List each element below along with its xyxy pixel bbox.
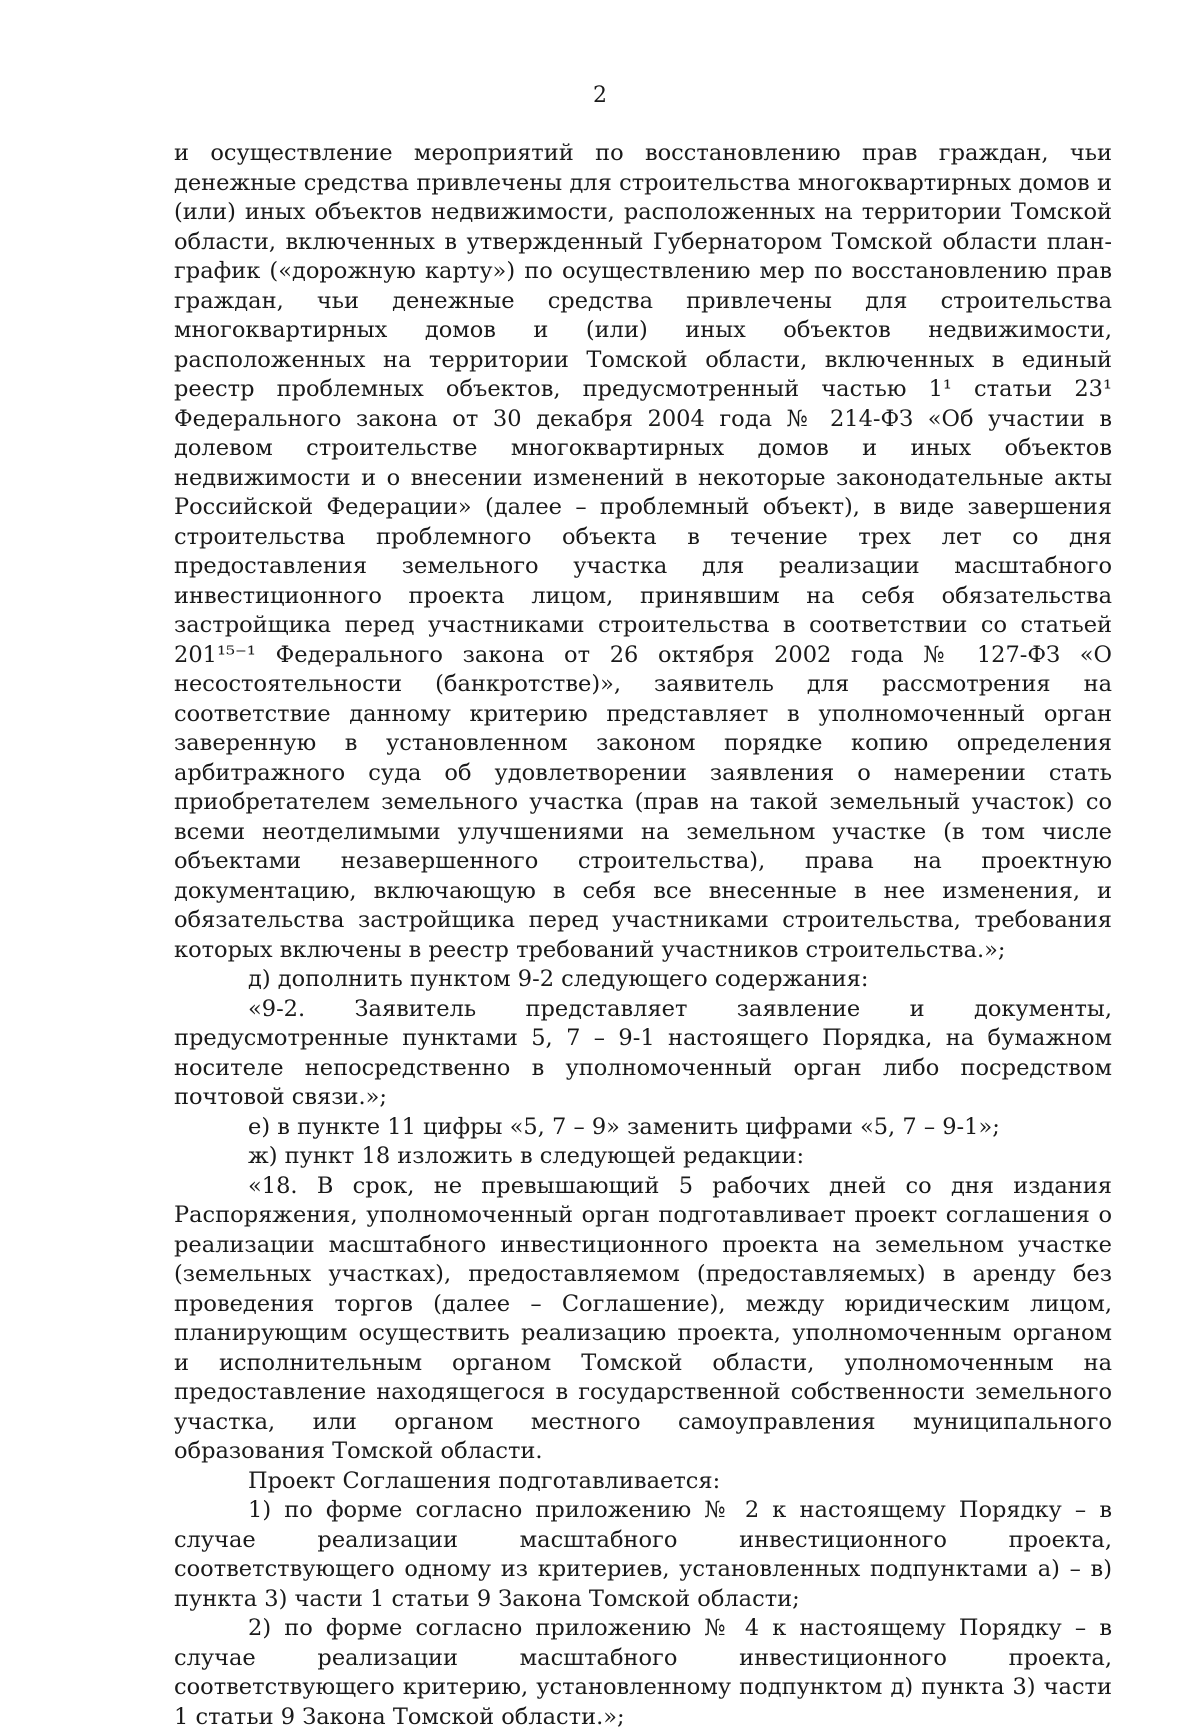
paragraph-draft-agreement: Проект Соглашения подготавливается: — [248, 1467, 721, 1494]
paragraph-clause-9-2: «9-2. Заявитель представляет заявление и документы, предусмотренные пунктами 5, 7 – 9-1 настоящего Порядка, на бумажном носителе непосредственно в уполномоченный орган либо посредством почтовой связи.»; — [174, 995, 1112, 1110]
paragraph-item-zh: ж) пункт 18 изложить в следующей редакции: — [248, 1143, 805, 1169]
paragraph-list-item-2: 2) по форме согласно приложению № 4 к настоящему Порядку – в случае реализации масштабного инвестиционного проекта, соответствующего критерию, установленному подпунктом д) пункта 3) части 1 статьи 9 Закона Томской области.»; — [174, 1615, 1112, 1730]
paragraph-item-d: д) дополнить пунктом 9-2 следующего содержания: — [248, 966, 869, 992]
paragraph-item-e: е) в пункте 11 цифры «5, 7 – 9» заменить цифрами «5, 7 – 9-1»; — [248, 1113, 1000, 1140]
paragraph-list-item-1: 1) по форме согласно приложению № 2 к настоящему Порядку – в случае реализации масштабного инвестиционного проекта, соответствующего одному из критериев, установленных подпунктами а) – в) пункта 3) части 1 статьи 9 Закона Томской области; — [174, 1497, 1112, 1612]
paragraph-continuation: и осуществление мероприятий по восстановлению прав граждан, чьи денежные средства привлечены для строительства многоквартирных домов и (или) иных объектов недвижимости, расположенных на территории Томской области, включенных в утвержденный Губернатором Томской области план-график («дорожную карту») по осуществлению мер по восстановлению прав граждан, чьи денежные средства привлечены для строительства многоквартирных домов и (или) иных объектов недвижимости, расположенных на территории Томской области, включенных в единый реестр проблемных объектов, предусмотренный частью 1¹ статьи 23¹ Федерального закона от 30 декабря 2004 года № 214-ФЗ «Об участии в долевом строительстве многоквартирных домов и иных объектов недвижимости и о внесении изменений в некоторые законодательные акты Российской Федерации» (далее – проблемный объект), в виде завершения строительства проблемного объекта в течение трех лет со дня предоставления земельного участка для реализации масштабного инвестиционного проекта лицом, принявшим на себя обязательства застройщика перед участниками строительства в соответствии со статьей 201¹⁵⁻¹ Федерального закона от 26 октября 2002 года № 127-ФЗ «О несостоятельности (банкротстве)», заявитель для рассмотрения на соответствие данному критерию представляет в уполномоченный орган заверенную в установленном законом порядке копию определения арбитражного суда об удовлетворении заявления о намерении стать приобретателем земельного участка (прав на такой земельный участок) со всеми неотделимыми улучшениями на земельном участке (в том числе объектами незавершенного строительства), права на проектную документацию, включающую в себя все внесенные в нее изменения, и обязательства застройщика перед участниками строительства, требования которых включены в реестр требований участников строительства.»; — [174, 140, 1112, 963]
page-number: 2 — [593, 83, 607, 108]
document-body — [174, 139, 1112, 1732]
paragraph-clause-18: «18. В срок, не превышающий 5 рабочих дней со дня издания Распоряжения, уполномоченный орган подготавливает проект соглашения о реализации масштабного инвестиционного проекта на земельном участке (земельных участках), предоставляемом (предоставляемых) в аренду без проведения торгов (далее – Соглашение), между юридическим лицом, планирующим осуществить реализацию проекта, уполномоченным органом и исполнительным органом Томской области, уполномоченным на предоставление находящегося в государственной собственности земельного участка, или органом местного самоуправления муниципального образования Томской области. — [174, 1172, 1112, 1464]
